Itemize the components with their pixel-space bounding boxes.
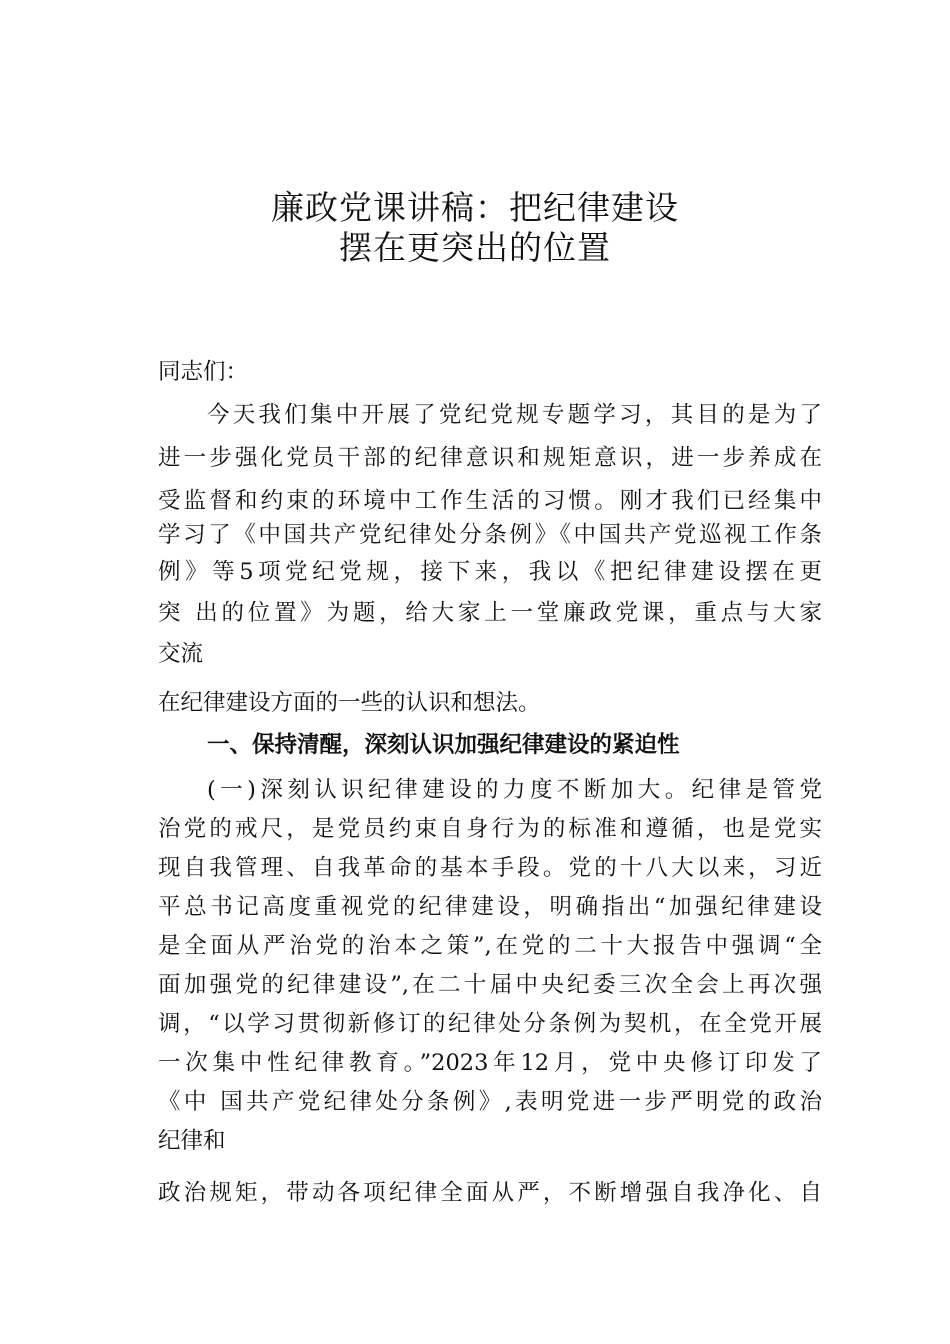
paragraph-2-line-9: 《中 国共产党纪律处分条例》,表明党进一步严明党的政治 xyxy=(158,1089,822,1115)
paragraph-1-line-4: 学习了《中国共产党纪律处分条例》《中国共产党巡视工作条 xyxy=(158,522,822,548)
paragraph-2-line-11: 政治规矩，带动各项纪律全面从严，不断增强自我净化、自 xyxy=(158,1180,822,1206)
paragraph-1-line-5: 例》等5项党纪党规，接下来，我以《把纪律建设摆在更 xyxy=(158,559,822,585)
paragraph-1-line-1: 今天我们集中开展了党纪党规专题学习，其目的是为了 xyxy=(207,402,822,428)
paragraph-1-line-2: 进一步强化党员干部的纪律意识和规矩意识，进一步养成在 xyxy=(158,445,822,471)
paragraph-1-line-8: 在纪律建设方面的一些的认识和想法。 xyxy=(158,690,541,716)
paragraph-2-line-6: 面加强党的纪律建设”,在二十届中央纪委三次全会上再次强 xyxy=(158,972,822,998)
paragraph-2-line-7: 调，“以学习贯彻新修订的纪律处分条例为契机，在全党开展 xyxy=(158,1011,822,1037)
section-1-heading: 一、保持清醒，深刻认识加强纪律建设的紧迫性 xyxy=(207,732,680,758)
paragraph-2-line-2: 治党的戒尺，是党员约束自身行为的标准和遵循，也是党实 xyxy=(158,816,822,842)
salutation: 同志们： xyxy=(158,359,249,385)
document-title-line-2: 摆在更突出的位置 xyxy=(339,228,611,267)
paragraph-2-line-5: 是全面从严治党的治本之策”,在党的二十大报告中强调“全 xyxy=(158,933,822,959)
paragraph-2-line-10: 纪律和 xyxy=(158,1128,226,1154)
paragraph-2-line-1: (一)深刻认识纪律建设的力度不断加大。纪律是管党 xyxy=(207,777,822,803)
paragraph-1-line-7: 交流 xyxy=(158,641,204,667)
paragraph-1-line-3: 受监督和约束的环境中工作生活的习惯。刚才我们已经集中 xyxy=(158,488,822,514)
paragraph-2-line-3: 现自我管理、自我革命的基本手段。党的十八大以来，习近 xyxy=(158,855,822,881)
paragraph-2-line-8: 一次集中性纪律教育。”2023年12月，党中央修订印发了 xyxy=(158,1050,822,1076)
document-title-line-1: 廉政党课讲稿：把纪律建设 xyxy=(271,188,679,227)
paragraph-1-line-6: 突 出的位置》为题，给大家上一堂廉政党课，重点与大家 xyxy=(158,600,822,626)
paragraph-2-line-4: 平总书记高度重视党的纪律建设，明确指出“加强纪律建设 xyxy=(158,894,822,920)
